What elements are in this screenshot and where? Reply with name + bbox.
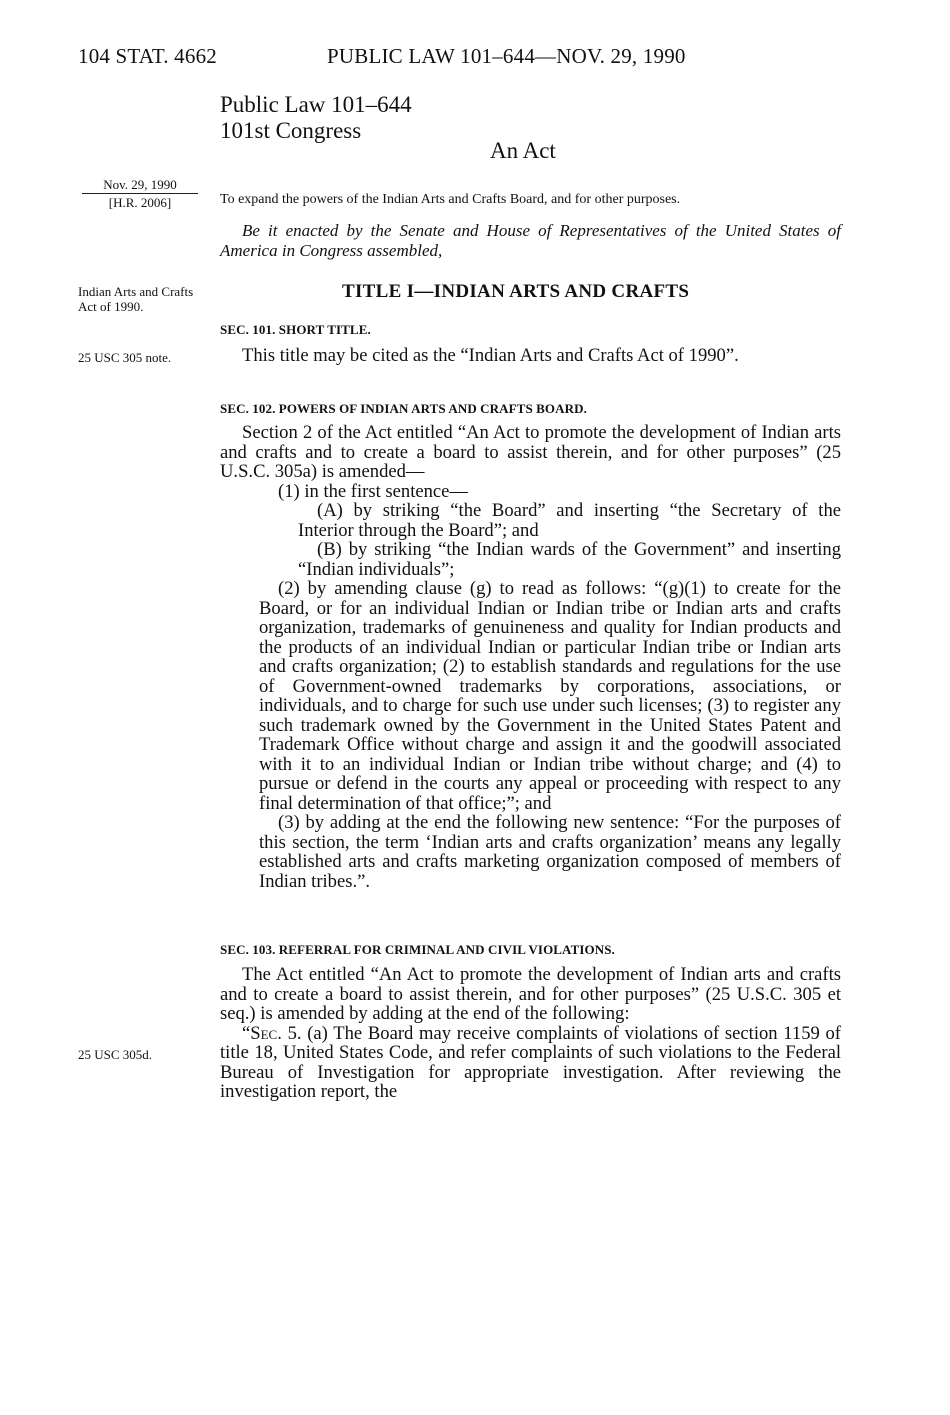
enacting-clause: Be it enacted by the Senate and House of Representatives of the United States of America in Congress assembled, xyxy=(220,221,841,260)
section-102-para-1: (1) in the first sentence— xyxy=(278,480,469,502)
date-bill-block xyxy=(80,176,200,211)
page-header-law: PUBLIC LAW 101–644—NOV. 29, 1990 xyxy=(327,44,686,68)
section-102-para-2 xyxy=(220,579,841,813)
title-block xyxy=(220,92,412,144)
margin-note-usc-305d: 25 USC 305d. xyxy=(78,1047,153,1062)
section-101-heading: SEC. 101. SHORT TITLE. xyxy=(220,322,371,337)
section-102-body xyxy=(220,423,841,891)
act-heading: An Act xyxy=(490,138,556,163)
section-102-para-1a-text: (A) by striking “the Board” and inserting “the Secretary of the Interior through the Board”; and xyxy=(298,500,841,541)
section-101-body xyxy=(220,346,841,366)
law-number: Public Law 101–644 xyxy=(220,92,412,117)
margin-note-usc-305: 25 USC 305 note. xyxy=(78,350,172,365)
congress-number: 101st Congress xyxy=(220,118,362,143)
section-103-body xyxy=(220,965,841,1102)
section-103-heading: SEC. 103. REFERRAL FOR CRIMINAL AND CIVIL VIOLATIONS. xyxy=(220,942,615,957)
section-102-heading: SEC. 102. POWERS OF INDIAN ARTS AND CRAFTS BOARD. xyxy=(220,401,587,416)
section-102-para-2-text: (2) by amending clause (g) to read as follows: “(g)(1) to create for the Board, or for an individual Indian or Indian tribe or Indian arts and crafts organization, trademarks of genuineness and quality for Indian products and the products of an individual Indian or particular Indian tribe or Indian arts and crafts organization; (2) to establish standards and regulations for the use of Government-owned trademarks by corporations, associations, or individuals, and to charge for such use under such licenses; (3) to register any such trademark owned by the Government in the United States Patent and Trademark Office without charge and assign it and the goodwill associated with it to an individual Indian or Indian tribe without charge; and (4) to pursue or defend in the courts any appeal or proceeding with respect to any final determination of that office;”; and xyxy=(259,578,841,814)
section-103-intro: The Act entitled “An Act to promote the development of Indian arts and crafts and to create a board to assist therein, and for other purposes” (25 U.S.C. 305 et seq.) is amended by adding at the end of the following: xyxy=(220,964,841,1024)
section-103-sec5-text: 5. (a) The Board may receive complaints of violations of section 1159 of title 18, United States Code, and refer complaints of such violations to the Federal Bureau of Investigation for appropriate investigation. After reviewing the investigation report, the xyxy=(220,1022,841,1102)
section-102-intro: Section 2 of the Act entitled “An Act to promote the development of Indian arts and crafts and to create a board to assist therein, and for other purposes” (25 U.S.C. 305a) is amended— xyxy=(220,422,841,482)
bill-number: [H.R. 2006] xyxy=(108,195,172,210)
page-header-stat: 104 STAT. 4662 xyxy=(78,44,217,68)
margin-note-short-title: Indian Arts and Crafts Act of 1990. xyxy=(78,284,194,314)
section-101-text: This title may be cited as the “Indian Arts and Crafts Act of 1990”. xyxy=(242,345,739,366)
section-102-para-3 xyxy=(220,813,841,891)
section-102-para-1b xyxy=(220,540,841,579)
section-103-sec5 xyxy=(220,1024,841,1102)
purpose-line: To expand the powers of the Indian Arts and Crafts Board, and for other purposes. xyxy=(220,192,681,207)
section-102-para-3-text: (3) by adding at the end the following new sentence: “For the purposes of this section, the term ‘Indian arts and crafts organization’ means any legally established arts and crafts marketing organization composed of members of Indian tribes.”. xyxy=(259,812,841,892)
title-heading: TITLE I—INDIAN ARTS AND CRAFTS xyxy=(342,281,690,302)
section-102-para-1b-text: (B) by striking “the Indian wards of the Government” and inserting “Indian individuals”; xyxy=(298,539,841,580)
section-103-sec5-open: “Sec. xyxy=(242,1022,282,1044)
enactment-date: Nov. 29, 1990 xyxy=(103,177,177,192)
section-102-para-1a xyxy=(220,501,841,540)
